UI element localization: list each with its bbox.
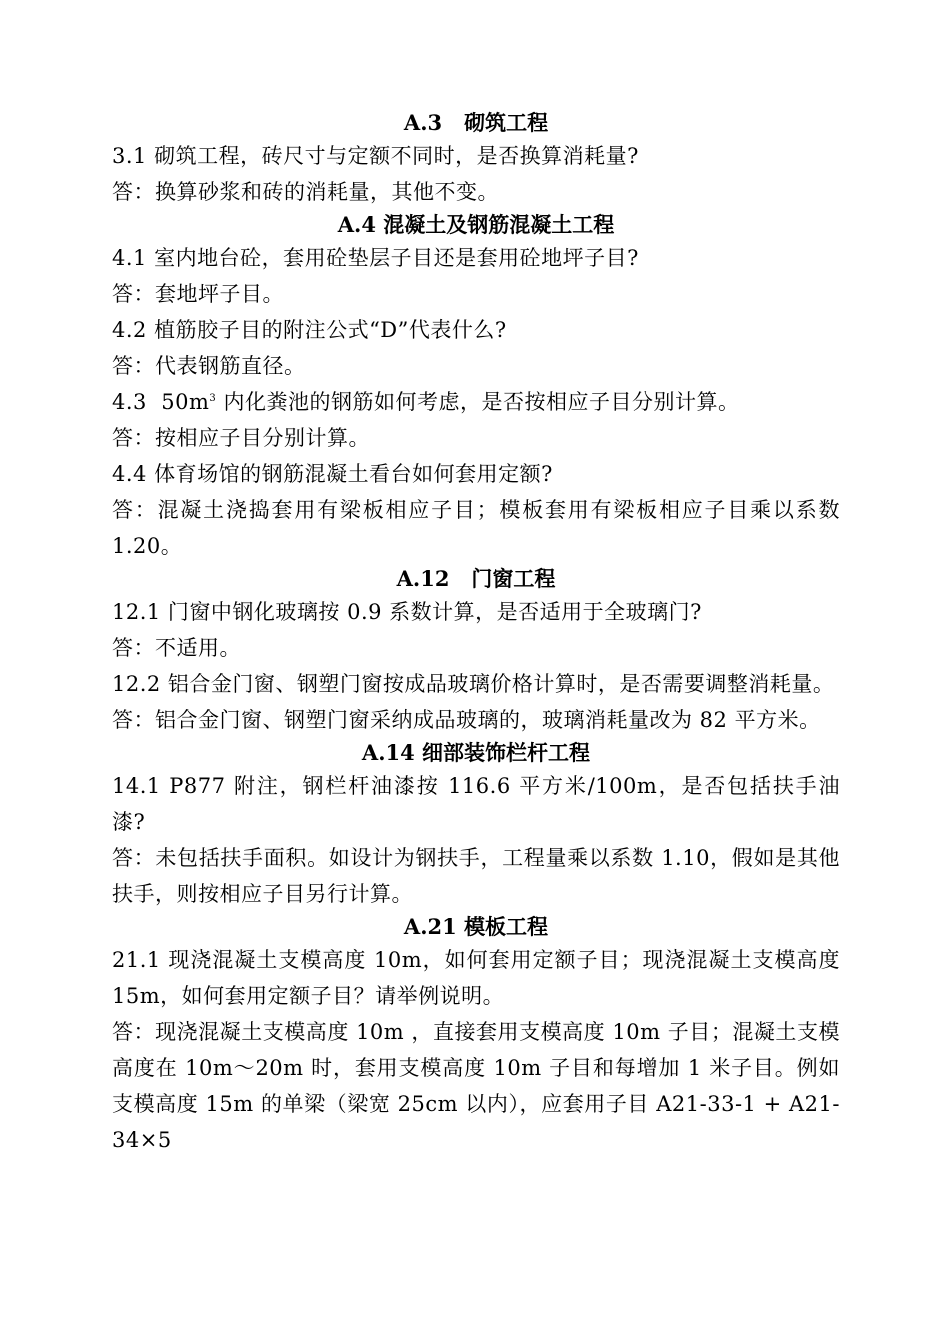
document-page bbox=[112, 108, 848, 1158]
question-text-before: 4.3 50m bbox=[112, 390, 210, 414]
question: 21.1 现浇混凝土支模高度 10m，如何套用定额子目；现浇混凝土支模高度 15m，如何套用定额子目？请举例说明。 bbox=[112, 948, 848, 1008]
answer: 答：现浇混凝土支模高度 10m ，直接套用支模高度 10m 子目；混凝土支模高度在 10m～20m 时，套用支模高度 10m 子目和每增加 1 米子目。例如支模高度 15m 的单梁（梁宽 25cm 以内），应套用子目 A21-33-1 + A21-34×5 bbox=[112, 1020, 840, 1152]
question: 4.1 室内地台砼，套用砼垫层子目还是套用砼地坪子目? bbox=[112, 246, 639, 270]
section-title: A.4 混凝土及钢筋混凝土工程 bbox=[337, 212, 615, 237]
question: 4.2 植筋胶子目的附注公式“D”代表什么? bbox=[112, 318, 507, 342]
section-title: A.3 砌筑工程 bbox=[403, 110, 549, 135]
answer: 答：按相应子目分别计算。 bbox=[112, 426, 370, 450]
question: 3.1 砌筑工程，砖尺寸与定额不同时，是否换算消耗量? bbox=[112, 144, 639, 168]
answer: 答：未包括扶手面积。如设计为钢扶手，工程量乘以系数 1.10，假如是其他扶手，则按相应子目另行计算。 bbox=[112, 846, 840, 906]
superscript: 3 bbox=[209, 393, 217, 404]
question: 12.1 门窗中钢化玻璃按 0.9 系数计算，是否适用于全玻璃门? bbox=[112, 600, 702, 624]
question bbox=[112, 384, 840, 420]
section-title: A.14 细部装饰栏杆工程 bbox=[361, 740, 591, 765]
section-title: A.12 门窗工程 bbox=[396, 566, 556, 591]
section-title: A.21 模板工程 bbox=[403, 914, 549, 939]
answer: 答：铝合金门窗、钢塑门窗采纳成品玻璃的，玻璃消耗量改为 82 平方米。 bbox=[112, 708, 821, 732]
answer: 答：换算砂浆和砖的消耗量，其他不变。 bbox=[112, 180, 499, 204]
answer: 答：套地坪子目。 bbox=[112, 282, 284, 306]
question: 4.4 体育场馆的钢筋混凝土看台如何套用定额? bbox=[112, 462, 553, 486]
answer: 答：代表钢筋直径。 bbox=[112, 354, 306, 378]
question: 14.1 P877 附注，钢栏杆油漆按 116.6 平方米/100m，是否包括扶手油漆? bbox=[112, 774, 840, 834]
question-text-after: 内化粪池的钢筋如何考虑，是否按相应子目分别计算。 bbox=[216, 390, 740, 414]
answer: 答：混凝土浇捣套用有梁板相应子目；模板套用有梁板相应子目乘以系数 1.20。 bbox=[112, 498, 848, 558]
question: 12.2 铝合金门窗、钢塑门窗按成品玻璃价格计算时，是否需要调整消耗量。 bbox=[112, 672, 835, 696]
answer: 答：不适用。 bbox=[112, 636, 241, 660]
